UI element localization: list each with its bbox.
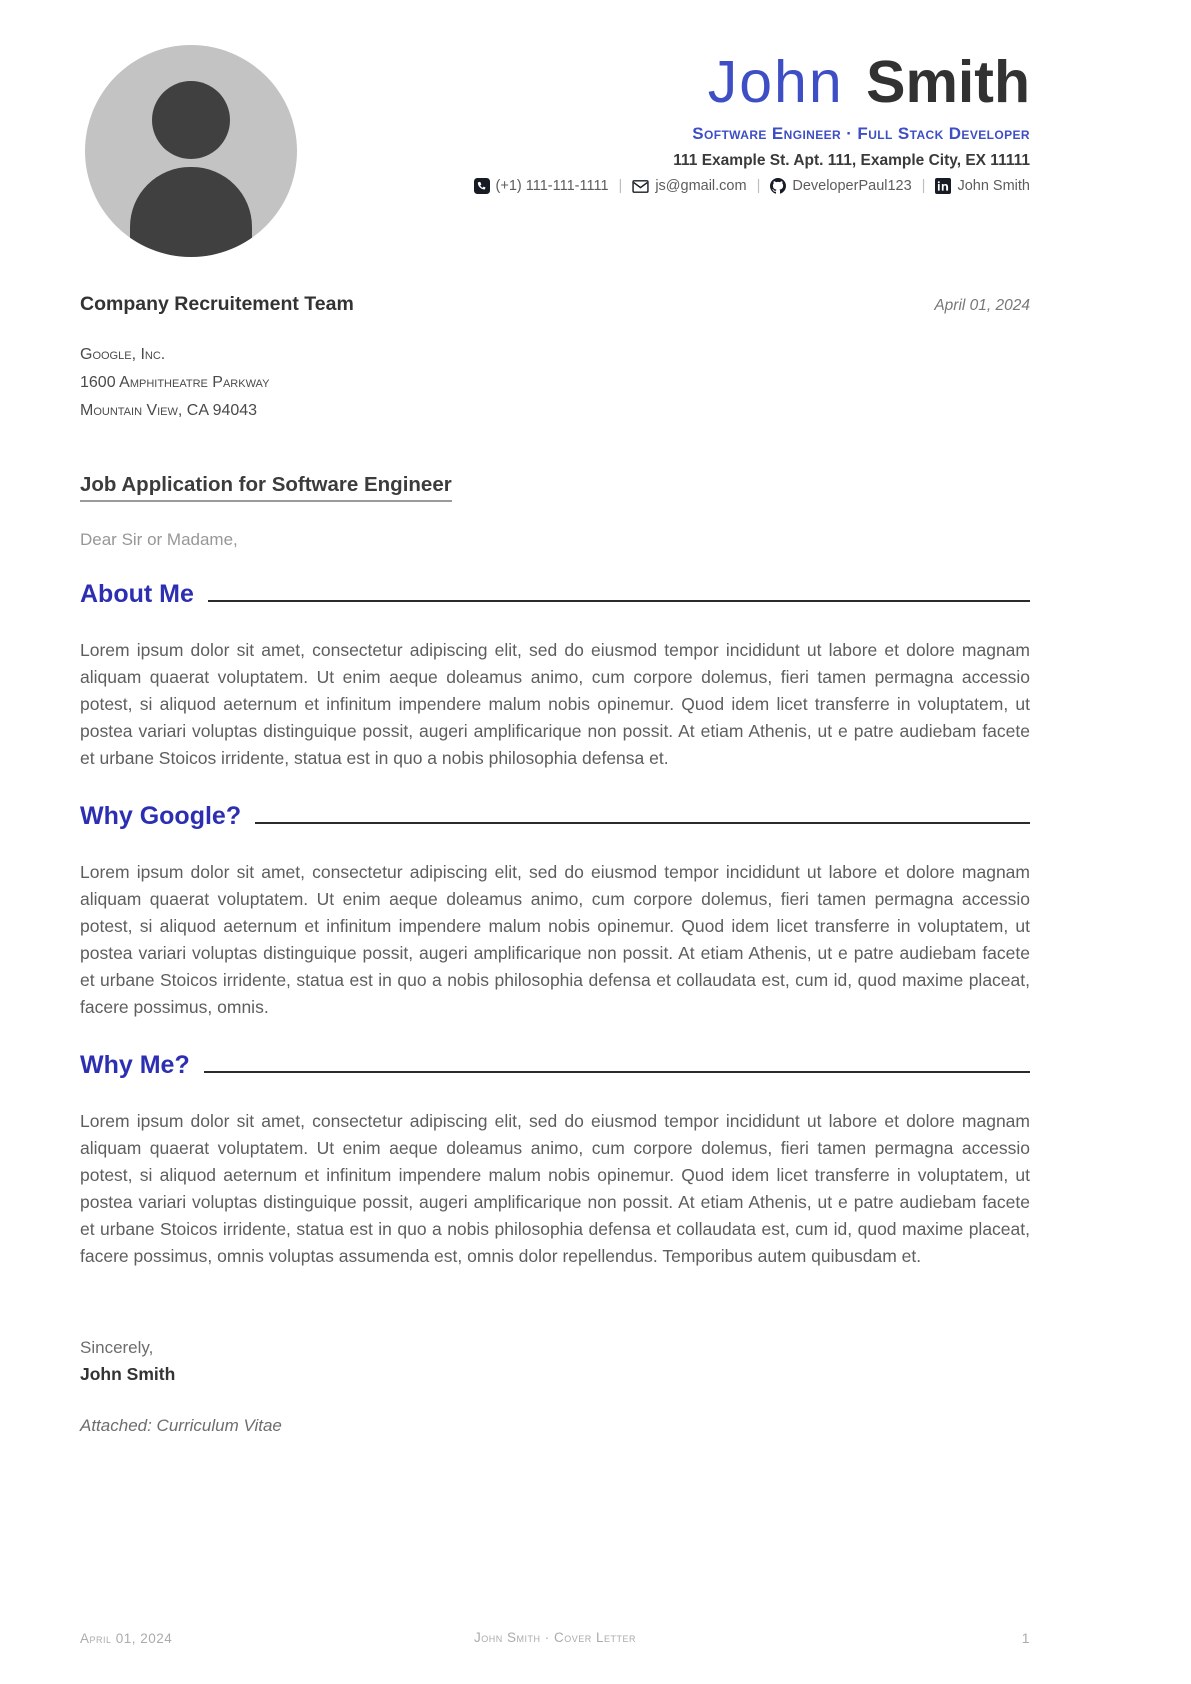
recipient-row — [80, 293, 1030, 316]
closing-line: Sincerely, — [80, 1338, 154, 1357]
attachment-note: Attached: Curriculum Vitae — [80, 1416, 282, 1435]
avatar — [85, 45, 297, 257]
letter-subject: Job Application for Software Engineer — [80, 473, 452, 502]
person-name — [474, 49, 1030, 115]
email-icon — [632, 179, 649, 194]
section-paragraph: Lorem ipsum dolor sit amet, consectetur adipiscing elit, sed do eiusmod tempor incididunt ut labore et dolore magnam aliquam quaerat voluptatem. Ut enim aeque doleamus animo, cum corpore dolemus, fieri tamen permagna accessio potest, si aliquod aeternum et infinitum impendere malum nobis opinemur. Quod idem licet transferre in voluptatem, ut postea variari voluptas distinguique possit, augeri amplificarique non possit. At etiam Athenis, ut e patre audiebam facete et urbane Stoicos irridente, statua est in quo a nobis philosophia defensa et. — [80, 640, 1030, 768]
section-heading — [80, 802, 1030, 831]
email-contact[interactable] — [632, 178, 746, 194]
section-rule — [204, 1071, 1030, 1073]
last-name: Smith — [866, 49, 1030, 115]
first-name: John — [707, 49, 844, 115]
footer-page-number: 1 — [1021, 1630, 1030, 1646]
linkedin-icon — [935, 178, 951, 194]
section-heading — [80, 580, 1030, 609]
section-title: Why Google? — [80, 802, 242, 830]
phone-contact[interactable] — [474, 178, 609, 194]
linkedin-name: John Smith — [957, 178, 1030, 194]
section-rule — [208, 600, 1030, 602]
page-footer — [80, 1630, 1030, 1646]
section-why-google — [80, 802, 1030, 1021]
street-address: 111 Example St. Apt. 111, Example City, EX 11111 — [673, 152, 1030, 169]
contact-separator: | — [618, 178, 623, 194]
linkedin-contact[interactable] — [935, 178, 1030, 194]
letter-date: April 01, 2024 — [934, 297, 1030, 314]
section-title: About Me — [80, 580, 194, 608]
avatar-body-shape — [130, 167, 252, 257]
section-paragraph: Lorem ipsum dolor sit amet, consectetur adipiscing elit, sed do eiusmod tempor incididunt ut labore et dolore magnam aliquam quaerat voluptatem. Ut enim aeque doleamus animo, cum corpore dolemus, fieri tamen permagna accessio potest, si aliquod aeternum et infinitum impendere malum nobis opinemur. Quod idem licet transferre in voluptatem, ut postea variari voluptas distinguique possit, augeri amplificarique non possit. At etiam Athenis, ut e patre audiebam facete et urbane Stoicos irridente, statua est in quo a nobis philosophia defensa et collaudata est, cum id, quod maxime placeat, facere possimus, omnis voluptas assumenda est, omnis dolor repellendus. Temporibus autem quibusdam et. — [80, 1111, 1030, 1266]
recipient-address-line2: Mountain View, CA 94043 — [80, 402, 258, 419]
letter-header — [80, 45, 1030, 257]
salutation: Dear Sir or Madame, — [80, 530, 238, 549]
github-icon — [770, 178, 786, 194]
recipient-address-block — [80, 341, 1030, 425]
section-why-me — [80, 1051, 1030, 1270]
phone-icon — [474, 178, 490, 194]
section-heading — [80, 1051, 1030, 1080]
section-about-me — [80, 580, 1030, 772]
footer-date: April 01, 2024 — [80, 1631, 173, 1646]
section-rule — [255, 822, 1030, 824]
job-tagline: Software Engineer · Full Stack Developer — [692, 124, 1030, 143]
contact-separator: | — [921, 178, 926, 194]
avatar-head-shape — [152, 81, 230, 159]
recipient-address-line1: 1600 Amphitheatre Parkway — [80, 374, 270, 391]
contact-row — [474, 178, 1030, 194]
github-contact[interactable] — [770, 178, 911, 194]
email-address: js@gmail.com — [655, 178, 747, 194]
footer-doc-title: John Smith · Cover Letter — [473, 1630, 636, 1645]
recipient-org: Google, Inc. — [80, 346, 166, 363]
github-handle: DeveloperPaul123 — [792, 178, 912, 194]
phone-number: (+1) 111-111-1111 — [495, 178, 609, 194]
signature-name: John Smith — [80, 1364, 176, 1384]
recipient-title: Company Recruitement Team — [80, 293, 354, 315]
section-title: Why Me? — [80, 1051, 190, 1079]
identity-block — [474, 45, 1030, 194]
section-paragraph: Lorem ipsum dolor sit amet, consectetur adipiscing elit, sed do eiusmod tempor incididunt ut labore et dolore magnam aliquam quaerat voluptatem. Ut enim aeque doleamus animo, cum corpore dolemus, fieri tamen permagna accessio potest, si aliquod aeternum et infinitum impendere malum nobis opinemur. Quod idem licet transferre in voluptatem, ut postea variari voluptas distinguique possit, augeri amplificarique non possit. At etiam Athenis, ut e patre audiebam facete et urbane Stoicos irridente, statua est in quo a nobis philosophia defensa et collaudata est, cum id, quod maxime placeat, facere possimus, omnis. — [80, 862, 1030, 1017]
contact-separator: | — [756, 178, 761, 194]
